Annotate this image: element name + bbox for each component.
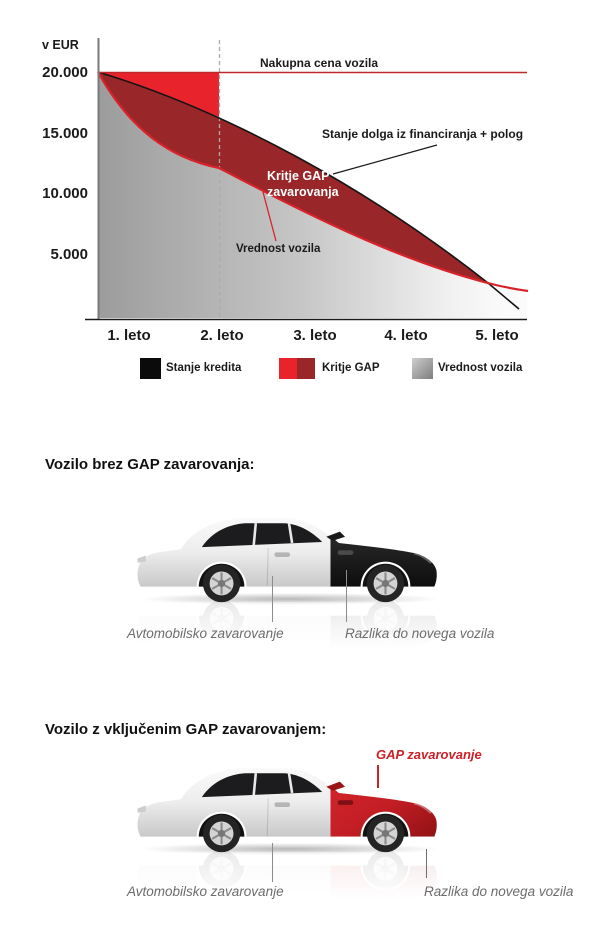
x-tick-year5: 5. leto: [475, 327, 519, 344]
gap-coverage-label: [267, 168, 339, 200]
gap-callout-label: GAP zavarovanje: [376, 747, 482, 762]
pointer-line-difference-1: [346, 570, 347, 622]
y-tick-5000: 5.000: [50, 246, 88, 263]
legend-label-credit: Stanje kredita: [166, 362, 242, 374]
x-tick-year3: 3. leto: [293, 327, 337, 344]
gap-coverage-label-line1: Kritje GAP: [267, 169, 330, 183]
debt-pointer-line: [333, 145, 437, 174]
legend-swatch-gap: [279, 358, 315, 379]
pointer-line-insurance-1: [272, 576, 273, 622]
legend-label-gap: Kritje GAP: [322, 362, 380, 374]
car-with-gap-illustration: [133, 738, 445, 904]
x-tick-year2: 2. leto: [200, 327, 244, 344]
label-car-insurance-1: Avtomobilsko zavarovanje: [127, 626, 284, 641]
gap-coverage-label-line2: zavarovanja: [267, 185, 339, 199]
y-tick-10000: 10.000: [42, 185, 88, 202]
y-axis-title: v EUR: [42, 38, 79, 52]
legend-swatch-credit: [140, 358, 161, 379]
pointer-line-insurance-2: [272, 843, 273, 882]
legend-swatch-value: [412, 358, 433, 379]
label-car-insurance-2: Avtomobilsko zavarovanje: [127, 884, 284, 899]
legend-label-value: Vrednost vozila: [438, 362, 523, 374]
y-tick-15000: 15.000: [42, 125, 88, 142]
label-difference-1: Razlika do novega vozila: [345, 626, 495, 641]
x-tick-year4: 4. leto: [384, 327, 428, 344]
debt-label: Stanje dolga iz financiranja + polog: [322, 127, 524, 141]
section-no-gap-heading: Vozilo brez GAP zavarovanja:: [45, 456, 255, 473]
vehicle-value-label: Vrednost vozila: [236, 243, 321, 255]
x-tick-year1: 1. leto: [107, 327, 151, 344]
pointer-line-difference-2: [426, 849, 427, 878]
purchase-price-label: Nakupna cena vozila: [260, 56, 379, 70]
y-tick-20000: 20.000: [42, 64, 88, 81]
section-with-gap-heading: Vozilo z vključenim GAP zavarovanjem:: [45, 721, 327, 738]
label-difference-2: Razlika do novega vozila: [424, 884, 574, 899]
